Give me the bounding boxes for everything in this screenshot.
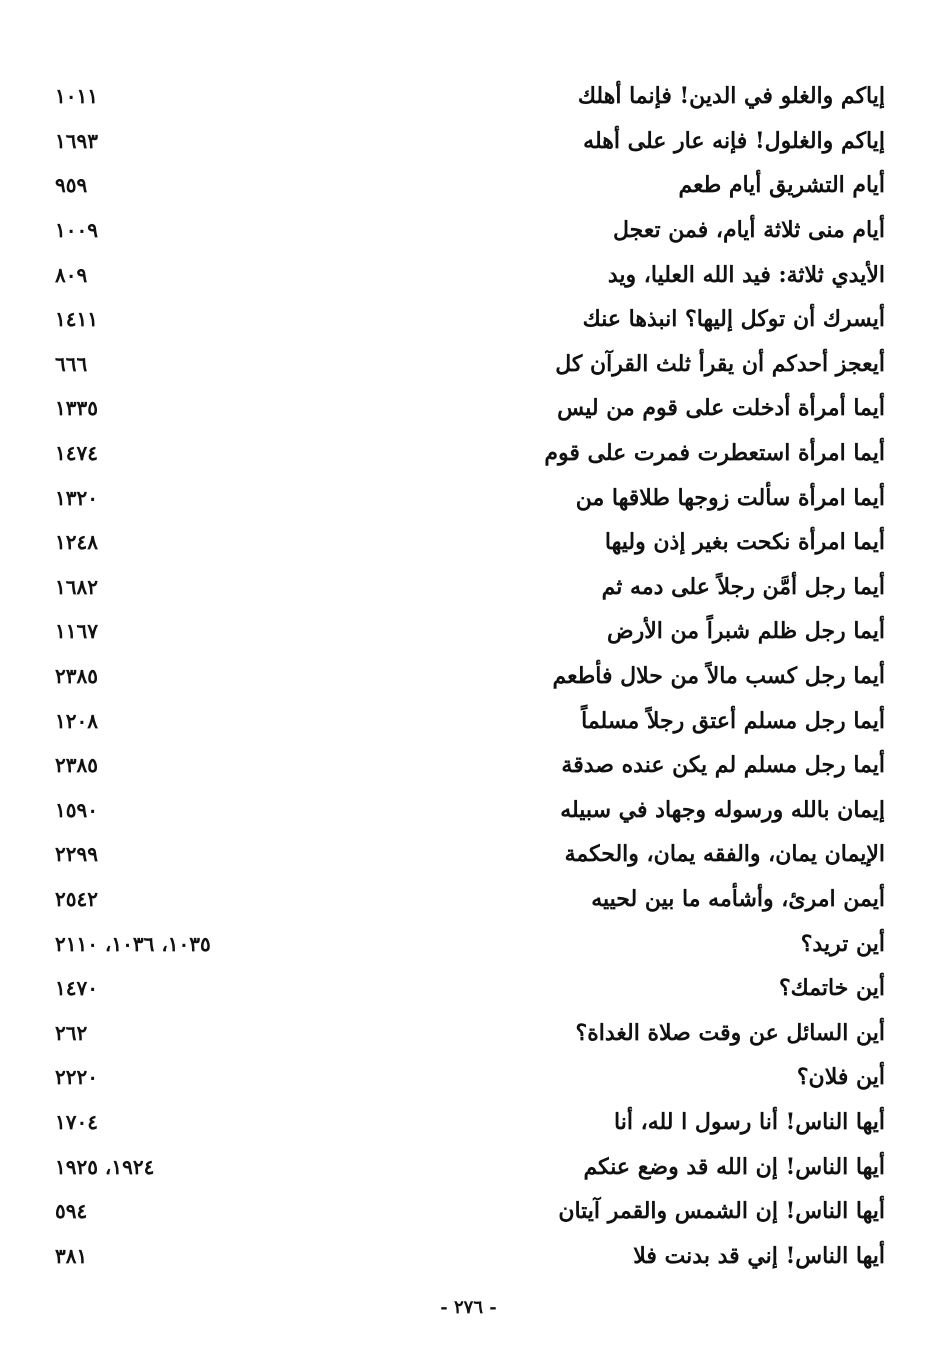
index-entry [55, 654, 885, 699]
index-entry-references: ١٩٢٤، ١٩٢٥ [55, 1154, 155, 1179]
index-entry-references: ٢٥٤٢ [55, 886, 98, 911]
index-entry [55, 208, 885, 253]
index-entry-references: ١٤١١ [55, 307, 98, 332]
index-entry [55, 565, 885, 610]
index-entry-references: ١٥٩٠ [55, 797, 98, 822]
index-entry [55, 163, 885, 208]
index-entry [55, 431, 885, 476]
index-entry-phrase: أيعجز أحدكم أن يقرأ ثلث القرآن كل [555, 350, 885, 377]
index-entry-references: ١١٦٧ [55, 619, 98, 644]
index-entry-references: ٨٠٩ [55, 262, 88, 287]
index-entry-references: ١٢٤٨ [55, 530, 98, 555]
index-entry-phrase: الأيدي ثلاثة: فيد الله العليا، ويد [607, 261, 885, 288]
index-entry-phrase: أين خاتمك؟ [778, 975, 885, 1002]
index-entry-references: ٢٢٩٩ [55, 842, 98, 867]
index-entry [55, 74, 885, 119]
index-entry-phrase: أيام منى ثلاثة أيام، فمن تعجل [612, 217, 885, 244]
index-entry-phrase: أيما رجل مسلم لم يكن عنده صدقة [561, 752, 885, 779]
index-entry [55, 1233, 885, 1278]
index-entry-phrase: أيما امرأة استعطرت فمرت على قوم [544, 440, 885, 467]
index-entry [55, 966, 885, 1011]
index-entry-references: ١٠٣٥، ١٠٣٦، ٢١١٠ [55, 931, 211, 956]
hadith-index-list [55, 74, 885, 1278]
index-entry-references: ١٠٠٩ [55, 218, 98, 243]
index-entry [55, 475, 885, 520]
index-entry-phrase: إياكم والغلو في الدين! فإنما أهلك [577, 83, 885, 110]
index-entry-phrase: أين فلان؟ [796, 1064, 885, 1091]
index-entry [55, 1010, 885, 1055]
index-entry-references: ١٤٧٤ [55, 441, 98, 466]
index-entry-phrase: أيما رجل كسب مالاً من حلال فأطعم [552, 663, 885, 690]
index-entry-phrase: أيها الناس! إن الله قد وضع عنكم [583, 1153, 885, 1180]
page-number: - ٢٧٦ - [440, 1297, 497, 1318]
index-entry [55, 520, 885, 565]
index-entry-phrase: أيها الناس! إن الشمس والقمر آيتان [558, 1198, 885, 1225]
index-entry-references: ١٧٠٤ [55, 1109, 98, 1134]
index-entry [55, 342, 885, 387]
index-entry [55, 921, 885, 966]
index-entry-references: ١٢٠٨ [55, 708, 98, 733]
index-entry-references: ١٦٩٣ [55, 128, 98, 153]
index-entry-phrase: أيها الناس! أنا رسول ا لله، أنا [614, 1108, 885, 1135]
index-entry-phrase: أيمن امرئ، وأشأمه ما بين لحييه [591, 885, 885, 912]
index-entry-references: ٦٦٦ [55, 351, 88, 376]
index-entry [55, 1144, 885, 1189]
index-entry-phrase: أيما رجل أمَّن رجلاً على دمه ثم [601, 573, 885, 600]
index-entry-phrase: أيما رجل ظلم شبراً من الأرض [606, 618, 885, 645]
index-entry [55, 252, 885, 297]
index-entry-references: ٥٩٤ [55, 1199, 88, 1224]
index-entry-phrase: الإيمان يمان، والفقه يمان، والحكمة [564, 841, 885, 868]
index-entry-phrase: أيسرك أن توكل إليها؟ انبذها عنك [582, 306, 885, 333]
index-entry-references: ١٦٨٢ [55, 574, 98, 599]
index-entry-phrase: أيها الناس! إني قد بدنت فلا [633, 1242, 885, 1269]
index-entry-references: ١٠١١ [55, 84, 98, 109]
index-entry-phrase: إياكم والغلول! فإنه عار على أهله [583, 127, 885, 154]
index-entry-phrase: أيما رجل مسلم أعتق رجلاً مسلماً [581, 707, 885, 734]
index-entry-references: ١٣٢٠ [55, 485, 98, 510]
index-entry [55, 788, 885, 833]
index-entry-references: ٢٦٢ [55, 1020, 88, 1045]
index-entry-phrase: أيما أمرأة أدخلت على قوم من ليس [557, 395, 885, 422]
index-entry [55, 743, 885, 788]
index-entry-phrase: أيما امرأة سألت زوجها طلاقها من [575, 484, 885, 511]
index-entry [55, 386, 885, 431]
index-entry-phrase: أين السائل عن وقت صلاة الغداة؟ [575, 1019, 885, 1046]
index-entry-phrase: أين تريد؟ [800, 930, 885, 957]
index-entry [55, 1189, 885, 1234]
index-entry-references: ٢٣٨٥ [55, 664, 98, 689]
index-entry-references: ٢٣٨٥ [55, 753, 98, 778]
index-entry-phrase: أيام التشريق أيام طعم [678, 172, 885, 199]
index-entry [55, 119, 885, 164]
index-entry-references: ٢٢٢٠ [55, 1065, 98, 1090]
index-entry [55, 877, 885, 922]
index-entry [55, 698, 885, 743]
index-entry [55, 832, 885, 877]
index-entry [55, 297, 885, 342]
index-entry [55, 1055, 885, 1100]
index-entry-references: ٣٨١ [55, 1243, 88, 1268]
index-entry-phrase: أيما امرأة نكحت بغير إذن وليها [604, 529, 885, 556]
index-entry-phrase: إيمان بالله ورسوله وجهاد في سبيله [560, 796, 885, 823]
index-entry [55, 1100, 885, 1145]
index-entry-references: ١٤٧٠ [55, 976, 98, 1001]
index-entry-references: ٩٥٩ [55, 173, 88, 198]
index-entry [55, 609, 885, 654]
index-entry-references: ١٣٣٥ [55, 396, 98, 421]
